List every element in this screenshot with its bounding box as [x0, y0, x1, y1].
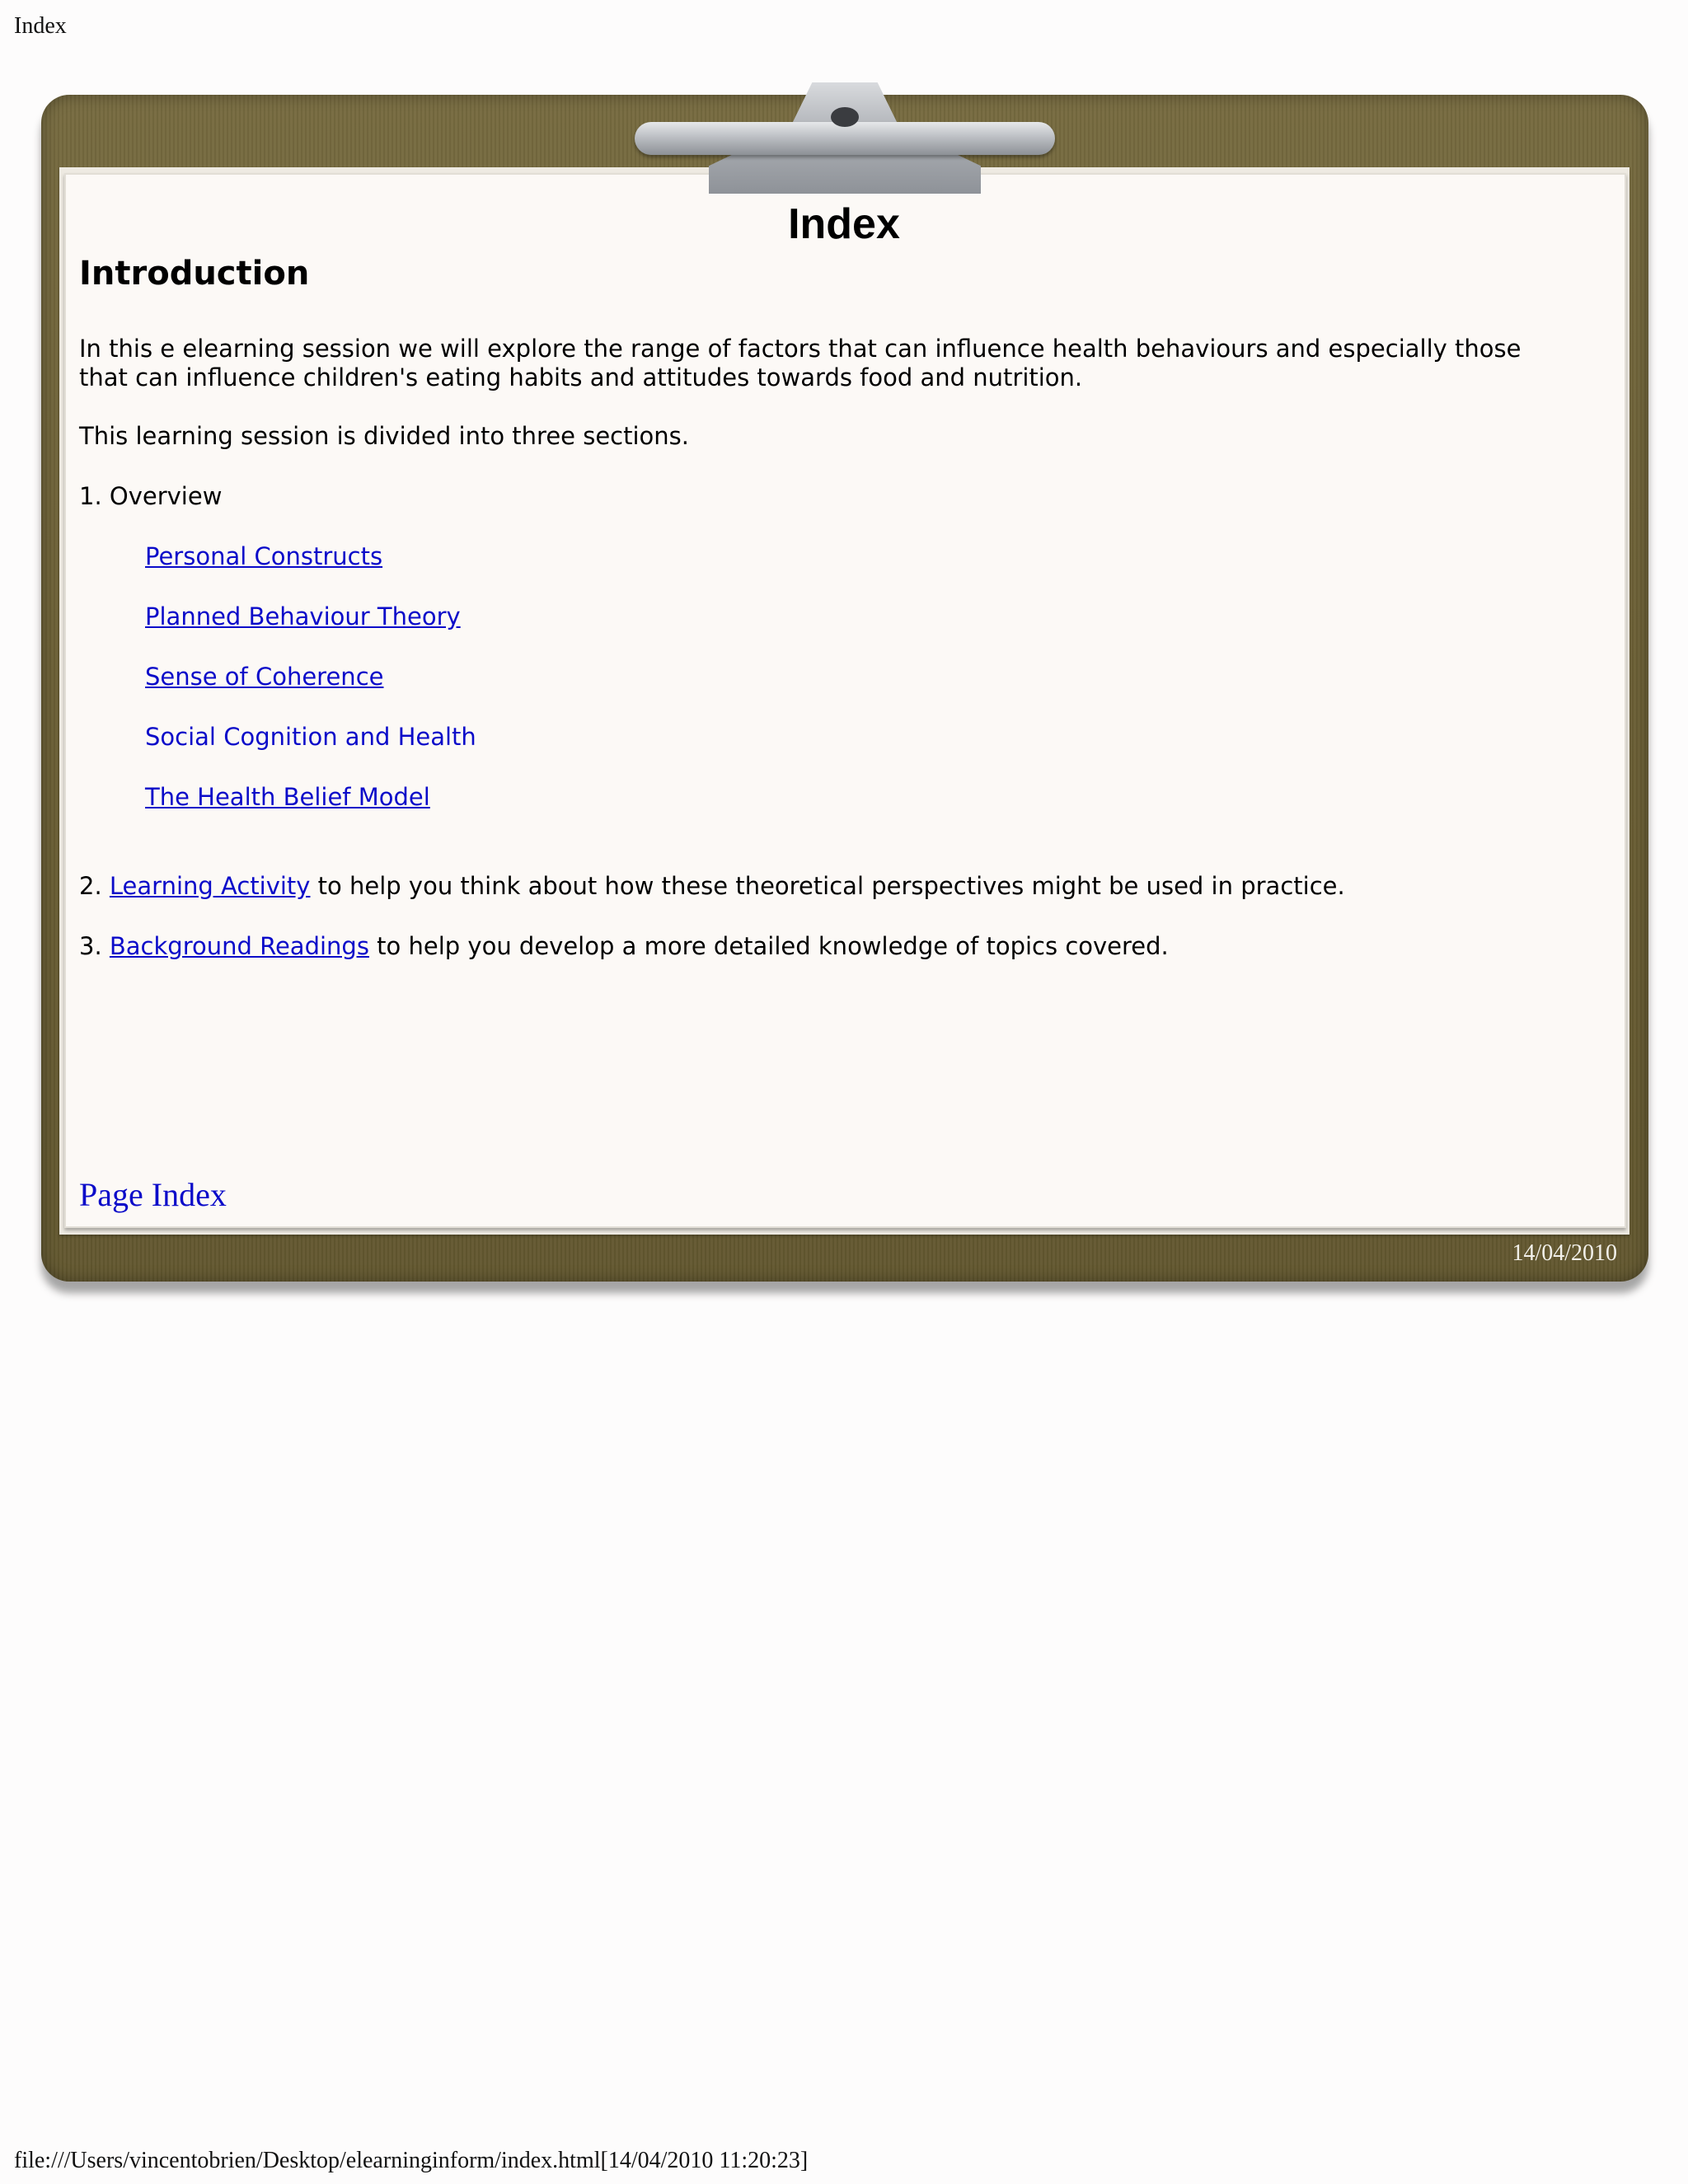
section-item-2 [79, 872, 1563, 901]
item3-suffix: to help you develop a more detailed knowledge of topics covered. [368, 932, 1169, 960]
link-planned-behaviour-theory[interactable]: Planned Behaviour Theory [145, 602, 461, 630]
overview-label: 1. Overview [79, 482, 223, 510]
link-background-readings[interactable]: Background Readings [109, 932, 369, 960]
overview-link-list [79, 542, 1563, 812]
item2-suffix: to help you think about how these theoretical perspectives might be used in practice. [310, 872, 1345, 900]
print-footer-file-path: file:///Users/vincentobrien/Desktop/elearninginform/index.html[14/04/2010 11:20:23] [14, 2148, 809, 2173]
page-title: Index [788, 200, 900, 248]
link-social-cognition-and-health[interactable]: Social Cognition and Health [145, 723, 476, 751]
link-health-belief-model[interactable]: The Health Belief Model [145, 783, 430, 811]
link-learning-activity[interactable]: Learning Activity [109, 872, 311, 900]
list-item [145, 602, 1563, 631]
list-item [145, 723, 1563, 752]
link-sense-of-coherence[interactable]: Sense of Coherence [145, 663, 384, 691]
intro-heading: Introduction [79, 255, 310, 293]
sections-paragraph: This learning session is divided into three sections. [79, 422, 689, 450]
board-date: 14/04/2010 [1512, 1240, 1617, 1266]
link-personal-constructs[interactable]: Personal Constructs [145, 542, 383, 570]
item2-prefix: 2. [79, 872, 110, 900]
item3-prefix: 3. [79, 932, 110, 960]
intro-paragraph: In this e elearning session we will explore the range of factors that can influence health behaviours and especially those that can influence children's eating habits and attitudes towards food and nutrition. [79, 335, 1522, 391]
main-content [79, 247, 1563, 961]
section-item-3 [79, 932, 1563, 961]
list-item [145, 663, 1563, 691]
print-header-title: Index [14, 13, 67, 39]
list-item [145, 783, 1563, 812]
list-item [145, 542, 1563, 571]
clipboard-clip-icon [635, 74, 1055, 198]
page-index-link[interactable]: Page Index [79, 1176, 227, 1213]
